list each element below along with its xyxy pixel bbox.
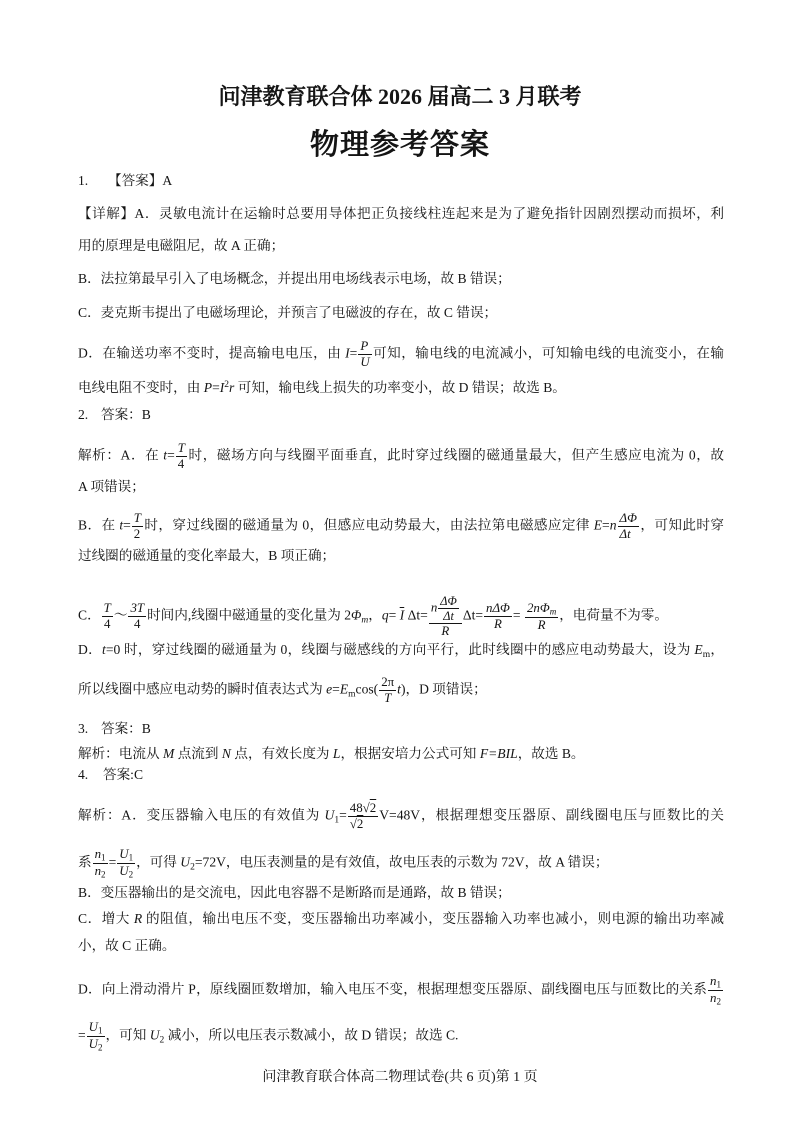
voltage-symbol: U — [88, 1019, 98, 1034]
fraction — [128, 601, 146, 632]
question-number: 3. — [78, 721, 89, 736]
subscript: 1 — [101, 852, 106, 863]
q2-analysis-a-line-2: A 项错误； — [78, 479, 145, 494]
text-segment: 解析：A．在 — [78, 447, 164, 463]
q4-analysis-b-line: B．变压器输出的是交流电，因此电容器不是断路而是通路，故 B 错误； — [78, 885, 511, 900]
answer-text: 答案：B — [101, 721, 151, 736]
numerator — [525, 601, 558, 617]
subscript: m — [549, 606, 557, 617]
voltage-symbol: U — [180, 854, 191, 870]
denominator: 2 — [132, 526, 143, 542]
fraction — [102, 601, 113, 632]
text-segment: 系 — [78, 854, 92, 870]
q2-analysis-d-line-1 — [78, 640, 724, 665]
numerator — [429, 594, 462, 623]
turns-symbol: n — [94, 863, 102, 879]
cos-function: cos( — [355, 681, 379, 697]
denominator: Δt — [438, 608, 459, 623]
q1-detail-d-line-2 — [78, 375, 724, 398]
numerator: T — [133, 510, 141, 525]
text-segment: 减小，所以电压表示数减小，故 D 错误；故选 C. — [164, 1027, 459, 1043]
q4-analysis-c-line-1 — [78, 909, 724, 929]
time-symbol: t — [163, 447, 168, 463]
denominator: 4 — [128, 616, 146, 632]
sqrt-sign: √ — [349, 815, 357, 831]
fraction — [484, 601, 512, 632]
denominator — [93, 863, 108, 880]
equals-sign: = — [167, 447, 175, 463]
answer-text: 【答案】A — [108, 173, 173, 188]
q1-detail-c-line: C．麦克斯韦提出了电磁场理论，并预言了电磁波的存在，故 C 错误； — [78, 305, 498, 320]
emf-symbol: E — [593, 517, 603, 533]
q1-detail-a-line-1: 【详解】A．灵敏电流计在运输时总要用导体把正负接线柱连起来是为了避免指针因剧烈摆动而损坏，利 — [78, 206, 724, 221]
fraction — [176, 441, 187, 472]
superscript: 2 — [224, 380, 230, 390]
turns-symbol: n — [94, 846, 102, 861]
denominator: 4 — [176, 456, 187, 472]
text-segment: ，电荷量不为零。 — [559, 607, 668, 623]
text-segment: D．向上滑动滑片 P，原线圈匝数增加，输入电压不变，根据理想变压器原、副线圈电压与匝数比的关系 — [78, 981, 708, 997]
numerator: nΔΦ — [486, 600, 510, 616]
equals-sign: = — [123, 517, 131, 533]
fraction — [348, 801, 378, 832]
radicand: 2 — [369, 800, 377, 815]
text-segment: ，故选 B。 — [517, 746, 585, 761]
current-symbol: I — [219, 380, 225, 396]
fraction — [358, 339, 371, 370]
close-paren: ) — [400, 681, 406, 697]
ampere-force-formula: F=BIL — [479, 746, 518, 761]
equals-sign: =0 — [105, 642, 121, 657]
numerator — [708, 974, 723, 990]
q4-analysis-a-line-1 — [78, 801, 724, 832]
text-segment: ，可知 — [105, 1027, 150, 1043]
charge-symbol: q — [381, 607, 389, 623]
numerator — [87, 1020, 105, 1036]
text-segment: 解析：A．变压器输入电压的有效值为 — [78, 807, 325, 823]
equals-sign: = — [332, 681, 340, 697]
question-number: 1. — [78, 173, 89, 188]
fraction — [132, 511, 143, 542]
fraction — [379, 675, 396, 706]
equals-sign: = — [388, 607, 400, 623]
denominator: R — [484, 616, 512, 632]
voltage-symbol: U — [119, 863, 129, 879]
subscript: 2 — [716, 996, 721, 1007]
text-segment: 点流到 — [174, 746, 222, 761]
text-segment: Δt= — [404, 607, 428, 623]
q4-answer-line — [78, 765, 724, 785]
text-segment: 时，穿过线圈的磁通量为 0，但感应电动势最大，由法拉第电磁感应定律 — [143, 517, 594, 533]
fraction — [708, 974, 723, 1007]
question-number: 4. — [78, 767, 89, 782]
emf-symbol: E — [339, 681, 349, 697]
equals-sign: = — [602, 517, 610, 533]
numerator: ΔΦ — [619, 510, 637, 525]
subscript: 2 — [128, 869, 134, 880]
subscript: m — [348, 689, 356, 700]
q3-answer-line — [78, 719, 724, 739]
denominator — [117, 863, 135, 880]
denominator: U — [360, 353, 370, 369]
page-footer: 问津教育联合体高二物理试卷(共 6 页)第 1 页 — [262, 1070, 538, 1085]
text-segment: 所以线圈中感应电动势的瞬时值表达式为 — [78, 681, 327, 697]
voltage-symbol: U — [119, 846, 129, 861]
resistance-symbol: r — [229, 380, 235, 396]
subscript: m — [361, 615, 369, 626]
text-segment: ，可得 — [136, 854, 181, 870]
equals-sign: = — [108, 854, 117, 870]
text-segment: Δt= — [462, 607, 484, 623]
text-segment: ，D 项错误； — [405, 681, 487, 697]
q4-analysis-c-line-2: 小，故 C 正确。 — [78, 938, 176, 953]
denominator — [87, 1036, 105, 1053]
fraction — [618, 511, 639, 542]
tilde: ～ — [113, 607, 128, 623]
q2-analysis-c-line — [78, 594, 724, 639]
text-segment: 时间内,线圈中磁通量的变化量为 2 — [147, 607, 351, 623]
numerator: T — [103, 600, 111, 616]
numerator: ΔΦ — [440, 594, 457, 608]
text-segment: D． — [78, 642, 103, 657]
text-segment: D．在输送功率不变时，提高输电电压，由 — [78, 345, 346, 361]
subscript: m — [702, 649, 711, 660]
equals-sign: = — [339, 807, 347, 823]
numerator: 2π — [381, 674, 395, 689]
subscript: 2 — [101, 869, 106, 880]
voltage-symbol: U — [88, 1036, 98, 1052]
text-segment: 时，穿过线圈的磁通量为 0，线圈与磁感线的方向平行，此时线圈中的感应电动势最大，设为 — [120, 642, 695, 657]
q4-analysis-d-line-1 — [78, 974, 724, 1007]
fraction — [87, 1020, 105, 1053]
text-segment: 点，有效长度为 — [230, 746, 333, 761]
text-segment: ，根据安培力公式可知 — [340, 746, 480, 761]
fraction — [117, 847, 135, 880]
flux-symbol: Φ — [351, 607, 362, 623]
time-symbol: t — [102, 642, 106, 657]
equals-sign: = — [512, 607, 524, 623]
q2-analysis-b-line-2: 过线圈的磁通量的变化率最大，B 项正确； — [78, 548, 336, 563]
text-segment: ，可知此时穿 — [639, 517, 725, 533]
coefficient: 48 — [349, 800, 363, 815]
text-segment: 的阻值，输出电压不变，变压器输出功率减小，变压器输入功率也减小，则电源的输出功率减 — [142, 911, 724, 926]
length-symbol: L — [332, 746, 341, 761]
power-symbol: P — [203, 380, 213, 396]
fraction — [93, 847, 108, 880]
text-segment: C．增大 — [78, 911, 134, 926]
subscript: 1 — [98, 1025, 103, 1036]
radicand: 2 — [356, 815, 364, 831]
equals-sign: = — [78, 1027, 86, 1043]
numerator — [117, 847, 135, 863]
answer-text: 答案：B — [101, 407, 151, 422]
fraction — [525, 601, 558, 633]
current-symbol: I — [345, 345, 350, 361]
numerator: T — [177, 440, 185, 455]
q1-detail-a-line-2: 用的原理是电磁阻尼，故 A 正确； — [78, 238, 285, 253]
text-segment: V=48V，根据理想变压器原、副线圈电压与匝数比的关 — [379, 807, 724, 823]
denominator — [708, 990, 723, 1007]
subscript: 1 — [716, 979, 721, 990]
q2-answer-line — [78, 405, 724, 425]
exam-title: 问津教育联合体 2026 届高二 3 月联考 — [218, 84, 582, 109]
text-segment: 解析：电流从 — [78, 746, 163, 761]
point-m: M — [162, 746, 175, 761]
q1-detail-d-line-1 — [78, 339, 724, 370]
turns-symbol: n — [710, 973, 717, 988]
text-segment: 可知，输电线上损失的功率变小，故 D 错误；故选 B。 — [234, 380, 566, 396]
time-symbol: t — [397, 681, 401, 697]
voltage-symbol: U — [149, 1027, 160, 1043]
question-number: 2. — [78, 407, 89, 422]
text-segment: 电线电阻不变时，由 — [78, 380, 204, 396]
denominator: 4 — [102, 616, 113, 632]
numerator — [93, 847, 108, 863]
q4-analysis-a-line-2 — [78, 847, 724, 880]
emf-instant-symbol: e — [326, 681, 333, 697]
answer-text: 答案:C — [103, 767, 144, 782]
compound-fraction — [429, 594, 462, 639]
denominator — [348, 816, 378, 832]
equals-sign: = — [349, 345, 358, 361]
q2-analysis-a-line-1 — [78, 441, 724, 472]
text-segment: ， — [710, 642, 724, 657]
denominator: Δt — [618, 526, 639, 542]
average-current-symbol: $\overline{I}$ — [399, 607, 405, 623]
q3-analysis-line — [78, 744, 724, 764]
subscript: 2 — [98, 1042, 103, 1053]
turns-symbol: n — [430, 599, 438, 615]
denominator: R — [525, 617, 558, 633]
math-text: 2nΦ — [526, 599, 550, 615]
text-segment: 可知，输电线的电流减小，可知输电线的电流变小，在输 — [372, 345, 725, 361]
denominator: T — [379, 690, 396, 706]
q2-analysis-d-line-2 — [78, 675, 724, 706]
voltage-symbol: U — [324, 807, 335, 823]
page-title: 物理参考答案 — [309, 129, 490, 161]
resistance-symbol: R — [133, 911, 143, 926]
subscript: 1 — [128, 852, 134, 863]
text-segment: C． — [78, 607, 101, 623]
text-segment: ， — [368, 607, 382, 623]
sqrt-sign: √ — [362, 800, 370, 815]
q2-analysis-b-line-1 — [78, 511, 724, 542]
text-segment: =72V，电压表测量的是有效值，故电压表的示数为 72V，故 A 错误； — [194, 854, 609, 870]
subscript: 2 — [159, 1035, 165, 1046]
equals-sign: = — [212, 380, 220, 396]
subscript: 2 — [190, 862, 195, 873]
turns-symbol: n — [710, 990, 717, 1006]
q1-detail-b-line: B．法拉第最早引入了电场概念，并提出用电场线表示电场，故 B 错误； — [78, 271, 511, 286]
time-symbol: t — [119, 517, 124, 533]
numerator: 3T — [130, 600, 145, 616]
subscript: 1 — [334, 815, 340, 826]
q1-answer-line — [78, 171, 724, 191]
turns-symbol: n — [609, 517, 617, 533]
q4-analysis-d-line-2 — [78, 1020, 724, 1053]
emf-symbol: E — [694, 642, 703, 657]
point-n: N — [221, 746, 231, 761]
numerator: P — [360, 338, 369, 353]
numerator — [348, 801, 378, 816]
inner-fraction — [438, 594, 459, 623]
text-segment: 时，磁场方向与线圈平面垂直，此时穿过线圈的磁通量最大，但产生感应电流为 0，故 — [187, 447, 724, 463]
denominator: R — [429, 623, 462, 639]
text-segment: B．在 — [78, 517, 120, 533]
